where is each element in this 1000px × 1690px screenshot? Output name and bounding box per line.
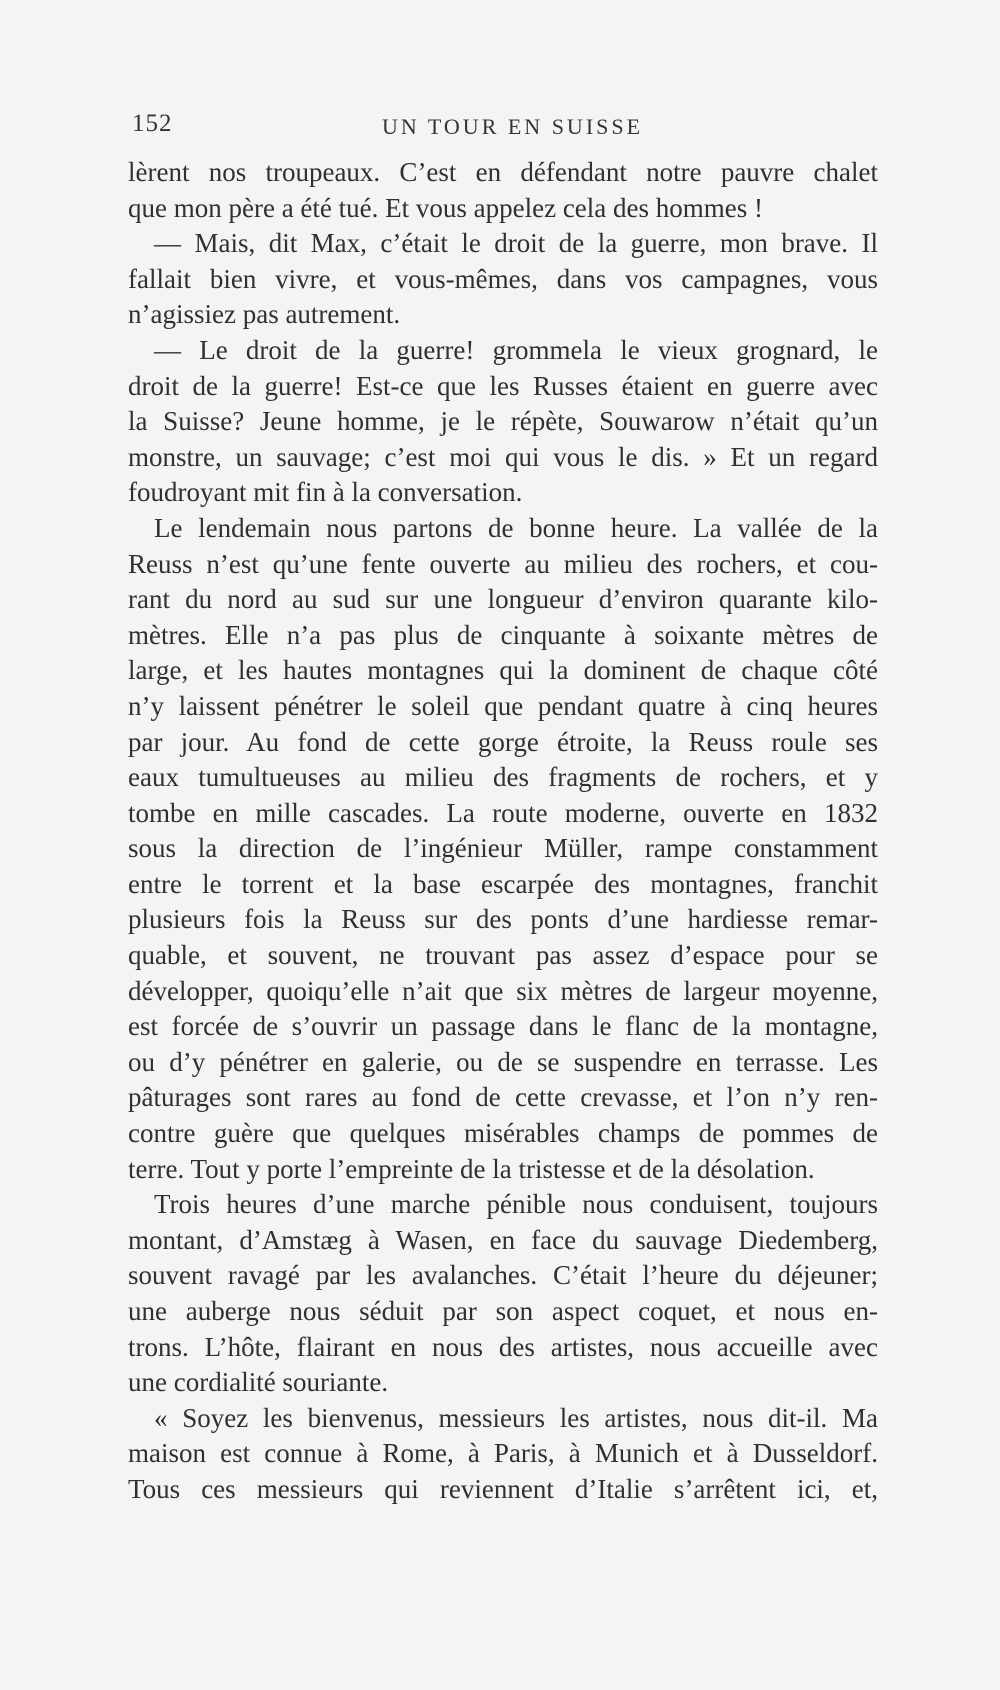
text-line: « Soyez les bienvenus, messieurs les artistes, nous dit-il. Ma xyxy=(154,1402,878,1433)
text-line: Reuss n’est qu’une fente ouverte au milieu des rochers, et cou- xyxy=(128,548,878,579)
text-line: lèrent nos troupeaux. C’est en défendant notre pauvre chalet xyxy=(128,157,878,187)
text-line: fallait bien vivre, et vous-mêmes, dans vos campagnes, vous xyxy=(128,263,878,294)
text-line: développer, quoiqu’elle n’ait que six mètres de largeur moyenne, xyxy=(128,975,878,1006)
text-line: pâturages sont rares au fond de cette crevasse, et l’on n’y ren- xyxy=(128,1082,878,1113)
text-line: foudroyant mit fin à la conversation. xyxy=(128,477,523,508)
text-line: la Suisse? Jeune homme, je le répète, Souwarow n’était qu’un xyxy=(128,406,878,437)
text-line: plusieurs fois la Reuss sur des ponts d’une hardiesse remar- xyxy=(128,904,878,935)
text-line: par jour. Au fond de cette gorge étroite, la Reuss roule ses xyxy=(128,726,878,757)
text-line: montant, d’Amstæg à Wasen, en face du sauvage Diedemberg, xyxy=(128,1224,878,1255)
text-line: sous la direction de l’ingénieur Müller, rampe constamment xyxy=(128,833,878,864)
text-line: maison est connue à Rome, à Paris, à Munich et à Dusseldorf. xyxy=(128,1438,878,1469)
text-line: une cordialité souriante. xyxy=(128,1367,389,1398)
text-line: mètres. Elle n’a pas plus de cinquante à soixante mètres de xyxy=(128,619,878,650)
text-line: contre guère que quelques misérables champs de pommes de xyxy=(128,1118,878,1149)
text-line: Tous ces messieurs qui reviennent d’Italie s’arrêtent ici, et, xyxy=(128,1473,878,1504)
text-line: est forcée de s’ouvrir un passage dans le flanc de la montagne, xyxy=(128,1011,878,1042)
text-line: — Mais, dit Max, c’était le droit de la guerre, mon brave. Il xyxy=(154,228,878,259)
text-line: large, et les hautes montagnes qui la dominent de chaque côté xyxy=(128,655,878,686)
text-line: eaux tumultueuses au milieu des fragments de rochers, et y xyxy=(128,762,878,793)
text-line: une auberge nous séduit par son aspect coquet, et nous en- xyxy=(128,1296,878,1326)
text-line: monstre, un sauvage; c’est moi qui vous le dis. » Et un regard xyxy=(128,441,878,472)
text-line: quable, et souvent, ne trouvant pas assez d’espace pour se xyxy=(128,940,878,971)
text-line: terre. Tout y porte l’empreinte de la tristesse et de la désolation. xyxy=(128,1153,815,1184)
page-header xyxy=(132,110,884,150)
text-line: souvent ravagé par les avalanches. C’était l’heure du déjeuner; xyxy=(128,1260,878,1291)
text-line: trons. L’hôte, flairant en nous des artistes, nous accueille avec xyxy=(128,1331,878,1362)
running-title: UN TOUR EN SUISSE xyxy=(382,114,644,139)
text-line: que mon père a été tué. Et vous appelez cela des hommes ! xyxy=(128,192,764,223)
text-line: droit de la guerre! Est-ce que les Russes étaient en guerre avec xyxy=(128,370,878,401)
text-line: entre le torrent et la base escarpée des montagnes, franchit xyxy=(128,868,878,899)
text-line: n’y laissent pénétrer le soleil que pendant quatre à cinq heures xyxy=(128,690,878,721)
text-line: tombe en mille cascades. La route moderne, ouverte en 1832 xyxy=(128,797,878,828)
text-line: ou d’y pénétrer en galerie, ou de se suspendre en terrasse. Les xyxy=(128,1046,878,1077)
text-line: Le lendemain nous partons de bonne heure. La vallée de la xyxy=(154,512,878,543)
text-line: — Le droit de la guerre! grommela le vieux grognard, le xyxy=(154,334,878,365)
page-number: 152 xyxy=(132,110,173,137)
body-text xyxy=(128,155,878,1508)
text-line: Trois heures d’une marche pénible nous conduisent, toujours xyxy=(154,1189,878,1220)
text-line: n’agissiez pas autrement. xyxy=(128,299,401,330)
text-line: rant du nord au sud sur une longueur d’environ quarante kilo- xyxy=(128,584,878,615)
